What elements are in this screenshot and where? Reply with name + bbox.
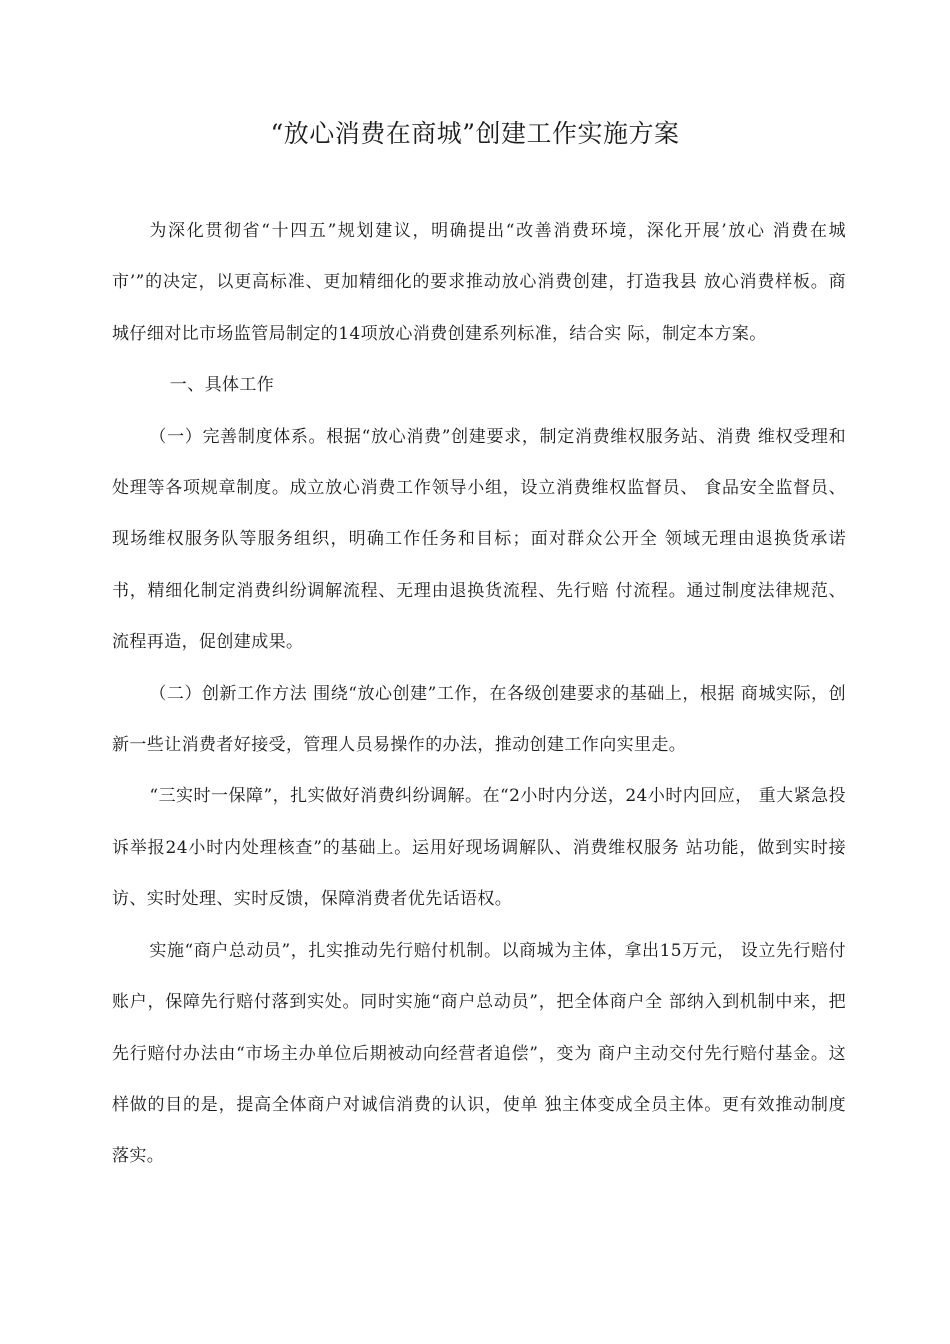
paragraph-improve-system: （一）完善制度体系。根据“放心消费”创建要求，制定消费维权服务站、消费 维权受理和处理等各项规章制度。成立放心消费工作领导小组，设立消费维权监督员、 食品安全监督员、现场维权服务队等服务组织，明确工作任务和目标；面对群众公开全 领域无理由退换货承诺书，精细化制定消费纠纷调解流程、无理由退换货流程、先行赔 付流程。通过制度法律规范、流程再造，促创建成果。 xyxy=(112,426,846,653)
document-title: “放心消费在商城”创建工作实施方案 xyxy=(270,119,680,148)
paragraph-three-realtime: “三实时一保障”，扎实做好消费纠纷调解。在“2小时内分送，24小时内回应， 重大紧急投诉举报24小时内处理核查”的基础上。运用好现场调解队、消费维权服务 站功能，做到实时接访、实时处理、实时反馈，保障消费者优先话语权。 xyxy=(112,786,846,910)
paragraph-merchant-mobilization: 实施“商户总动员”，扎实推动先行赔付机制。以商城为主体，拿出15万元， 设立先行赔付账户，保障先行赔付落到实处。同时实施“商户总动员”，把全体商户全 部纳入到机制中来，把先行赔付办法由“市场主办单位后期被动向经营者追偿”，变为 商户主动交付先行赔付基金。这样做的目的是，提高全体商户对诚信消费的认识，使单 独主体变成全员主体。更有效推动制度落实。 xyxy=(112,940,846,1167)
section-heading-specific-work: 一、具体工作 xyxy=(169,375,275,396)
paragraph-intro: 为深化贯彻省“十四五”规划建议，明确提出“改善消费环境，深化开展’放心 消费在城市’”的决定，以更高标准、更加精细化的要求推动放心消费创建，打造我县 放心消费样板。商城仔细对比市场监管局制定的14项放心消费创建系列标准，结合实 际，制定本方案。 xyxy=(112,221,846,344)
paragraph-innovate-methods: （二）创新工作方法 围绕“放心创建”工作，在各级创建要求的基础上，根据 商城实际，创新一些让消费者好接受，管理人员易操作的办法，推动创建工作向实里走。 xyxy=(112,683,846,756)
document-body xyxy=(112,206,846,1183)
